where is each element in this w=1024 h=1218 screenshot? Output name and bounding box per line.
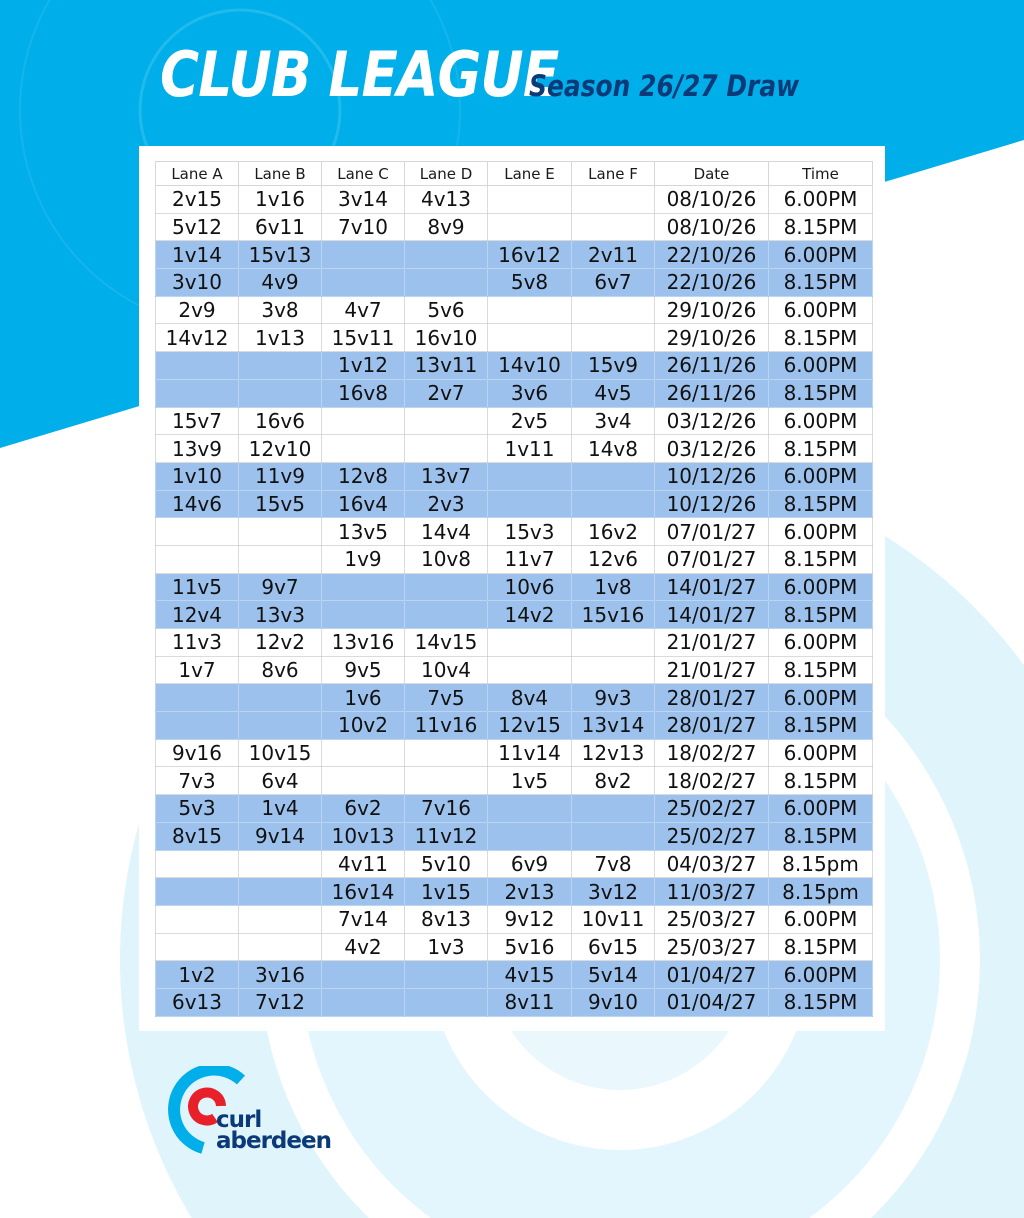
fixture-cell: 3v12: [572, 878, 655, 906]
table-row: [156, 186, 873, 214]
fixture-cell: 9v10: [572, 988, 655, 1016]
fixture-cell: [488, 324, 572, 352]
logo-text-curl: curl: [216, 1107, 262, 1133]
fixture-cell: 9v3: [572, 684, 655, 712]
fixture-cell: 12v2: [239, 629, 322, 657]
time-cell: 6.00PM: [769, 961, 873, 989]
fixture-cell: 8v11: [488, 988, 572, 1016]
fixture-cell: 9v16: [156, 739, 239, 767]
fixture-cell: [322, 269, 405, 297]
fixture-cell: [322, 601, 405, 629]
table-row: [156, 961, 873, 989]
fixture-cell: 12v15: [488, 712, 572, 740]
fixture-cell: 8v15: [156, 822, 239, 850]
fixture-cell: [572, 213, 655, 241]
fixture-cell: 4v9: [239, 269, 322, 297]
fixture-cell: [239, 518, 322, 546]
fixture-cell: [405, 241, 488, 269]
date-cell: 22/10/26: [655, 241, 769, 269]
fixture-cell: [488, 822, 572, 850]
date-cell: 03/12/26: [655, 435, 769, 463]
fixture-cell: 2v5: [488, 407, 572, 435]
time-cell: 8.15PM: [769, 933, 873, 961]
table-row: [156, 324, 873, 352]
fixture-cell: 5v3: [156, 795, 239, 823]
logo-text-aberdeen: aberdeen: [216, 1128, 331, 1154]
fixture-cell: 8v4: [488, 684, 572, 712]
date-cell: 22/10/26: [655, 269, 769, 297]
table-row: [156, 795, 873, 823]
time-cell: 8.15PM: [769, 767, 873, 795]
fixture-cell: 12v6: [572, 545, 655, 573]
date-cell: 01/04/27: [655, 988, 769, 1016]
fixture-cell: [572, 490, 655, 518]
fixture-cell: 14v6: [156, 490, 239, 518]
time-cell: 8.15PM: [769, 490, 873, 518]
fixture-cell: 15v13: [239, 241, 322, 269]
column-header: Lane C: [322, 162, 405, 186]
fixture-cell: [488, 462, 572, 490]
fixture-cell: [322, 961, 405, 989]
fixture-cell: 5v14: [572, 961, 655, 989]
fixture-cell: 1v16: [239, 186, 322, 214]
fixture-cell: [572, 656, 655, 684]
fixture-cell: 4v13: [405, 186, 488, 214]
fixture-cell: 2v9: [156, 296, 239, 324]
fixture-cell: 14v15: [405, 629, 488, 657]
date-cell: 21/01/27: [655, 656, 769, 684]
fixture-cell: [239, 905, 322, 933]
table-row: [156, 352, 873, 380]
fixture-cell: [405, 601, 488, 629]
table-row: [156, 269, 873, 297]
fixture-cell: 6v4: [239, 767, 322, 795]
fixture-cell: 6v13: [156, 988, 239, 1016]
time-cell: 8.15PM: [769, 435, 873, 463]
table-header-row: [156, 162, 873, 186]
date-cell: 08/10/26: [655, 186, 769, 214]
table-row: [156, 739, 873, 767]
fixture-cell: 16v2: [572, 518, 655, 546]
date-cell: 10/12/26: [655, 490, 769, 518]
fixture-cell: 10v6: [488, 573, 572, 601]
fixture-cell: 14v12: [156, 324, 239, 352]
fixture-cell: [488, 213, 572, 241]
fixture-cell: [572, 795, 655, 823]
column-header: Lane B: [239, 162, 322, 186]
time-cell: 8.15PM: [769, 269, 873, 297]
time-cell: 6.00PM: [769, 518, 873, 546]
fixture-cell: 2v15: [156, 186, 239, 214]
fixture-cell: 4v7: [322, 296, 405, 324]
fixture-cell: 16v14: [322, 878, 405, 906]
fixture-cell: 14v4: [405, 518, 488, 546]
fixture-cell: [405, 739, 488, 767]
fixture-cell: 7v14: [322, 905, 405, 933]
time-cell: 6.00PM: [769, 905, 873, 933]
fixture-cell: 1v5: [488, 767, 572, 795]
fixture-cell: [322, 435, 405, 463]
page-subtitle: Season 26/27 Draw: [529, 69, 800, 103]
time-cell: 6.00PM: [769, 407, 873, 435]
table-row: [156, 767, 873, 795]
fixture-cell: 9v12: [488, 905, 572, 933]
fixture-cell: 11v16: [405, 712, 488, 740]
fixture-cell: 13v5: [322, 518, 405, 546]
fixture-cell: 6v9: [488, 850, 572, 878]
date-cell: 29/10/26: [655, 296, 769, 324]
fixture-cell: [488, 490, 572, 518]
fixture-cell: 3v14: [322, 186, 405, 214]
fixture-cell: [156, 933, 239, 961]
fixture-cell: 1v9: [322, 545, 405, 573]
time-cell: 6.00PM: [769, 186, 873, 214]
table-row: [156, 518, 873, 546]
time-cell: 8.15pm: [769, 850, 873, 878]
date-cell: 28/01/27: [655, 684, 769, 712]
fixture-cell: 11v9: [239, 462, 322, 490]
fixture-cell: [488, 656, 572, 684]
fixture-cell: 3v10: [156, 269, 239, 297]
fixture-cell: 6v2: [322, 795, 405, 823]
fixture-cell: 7v5: [405, 684, 488, 712]
table-row: [156, 878, 873, 906]
time-cell: 6.00PM: [769, 352, 873, 380]
fixture-cell: [405, 407, 488, 435]
date-cell: 25/03/27: [655, 905, 769, 933]
table-row: [156, 850, 873, 878]
table-row: [156, 988, 873, 1016]
table-row: [156, 712, 873, 740]
date-cell: 04/03/27: [655, 850, 769, 878]
fixture-cell: 5v6: [405, 296, 488, 324]
table-row: [156, 573, 873, 601]
date-cell: 25/02/27: [655, 822, 769, 850]
time-cell: 6.00PM: [769, 296, 873, 324]
fixture-cell: 9v14: [239, 822, 322, 850]
fixture-cell: 5v10: [405, 850, 488, 878]
date-cell: 07/01/27: [655, 545, 769, 573]
fixture-cell: 1v6: [322, 684, 405, 712]
date-cell: 10/12/26: [655, 462, 769, 490]
fixture-cell: 1v3: [405, 933, 488, 961]
fixture-cell: 5v16: [488, 933, 572, 961]
date-cell: 26/11/26: [655, 352, 769, 380]
fixture-cell: [488, 296, 572, 324]
fixture-cell: 3v16: [239, 961, 322, 989]
fixture-cell: 15v9: [572, 352, 655, 380]
time-cell: 6.00PM: [769, 241, 873, 269]
column-header: Lane D: [405, 162, 488, 186]
fixture-cell: [239, 379, 322, 407]
fixture-cell: 7v3: [156, 767, 239, 795]
fixture-cell: 7v10: [322, 213, 405, 241]
time-cell: 8.15PM: [769, 656, 873, 684]
fixture-cell: [405, 435, 488, 463]
fixture-cell: [156, 545, 239, 573]
fixture-cell: [156, 352, 239, 380]
fixture-cell: 8v6: [239, 656, 322, 684]
fixture-cell: [572, 296, 655, 324]
table-row: [156, 379, 873, 407]
fixture-cell: 15v16: [572, 601, 655, 629]
date-cell: 18/02/27: [655, 739, 769, 767]
fixture-cell: 13v16: [322, 629, 405, 657]
date-cell: 07/01/27: [655, 518, 769, 546]
fixture-cell: 1v12: [322, 352, 405, 380]
fixture-cell: 12v8: [322, 462, 405, 490]
fixture-cell: 13v9: [156, 435, 239, 463]
header: [160, 38, 843, 111]
fixture-cell: 14v10: [488, 352, 572, 380]
date-cell: 28/01/27: [655, 712, 769, 740]
fixture-cell: 13v11: [405, 352, 488, 380]
fixture-cell: 7v12: [239, 988, 322, 1016]
time-cell: 6.00PM: [769, 684, 873, 712]
fixture-cell: 1v15: [405, 878, 488, 906]
fixture-cell: [156, 712, 239, 740]
fixture-cell: 1v7: [156, 656, 239, 684]
fixture-cell: 2v13: [488, 878, 572, 906]
time-cell: 6.00PM: [769, 629, 873, 657]
date-cell: 01/04/27: [655, 961, 769, 989]
fixture-cell: 3v6: [488, 379, 572, 407]
fixture-cell: [239, 933, 322, 961]
fixture-cell: 2v11: [572, 241, 655, 269]
table-row: [156, 629, 873, 657]
time-cell: 8.15pm: [769, 878, 873, 906]
fixture-cell: 8v9: [405, 213, 488, 241]
fixture-cell: 6v7: [572, 269, 655, 297]
fixture-cell: 10v2: [322, 712, 405, 740]
time-cell: 6.00PM: [769, 573, 873, 601]
fixture-cell: 10v11: [572, 905, 655, 933]
date-cell: 25/02/27: [655, 795, 769, 823]
fixture-cell: [488, 795, 572, 823]
fixture-cell: [322, 988, 405, 1016]
fixture-cell: 16v6: [239, 407, 322, 435]
table-row: [156, 435, 873, 463]
fixture-cell: [322, 739, 405, 767]
date-cell: 29/10/26: [655, 324, 769, 352]
date-cell: 25/03/27: [655, 933, 769, 961]
fixture-cell: 10v4: [405, 656, 488, 684]
date-cell: 08/10/26: [655, 213, 769, 241]
fixture-cell: [405, 961, 488, 989]
table-row: [156, 241, 873, 269]
fixture-cell: 10v15: [239, 739, 322, 767]
table-row: [156, 905, 873, 933]
column-header: Lane F: [572, 162, 655, 186]
table-row: [156, 822, 873, 850]
time-cell: 8.15PM: [769, 988, 873, 1016]
fixture-cell: 1v2: [156, 961, 239, 989]
fixture-cell: 14v8: [572, 435, 655, 463]
fixture-cell: 11v7: [488, 545, 572, 573]
fixture-cell: [239, 352, 322, 380]
fixture-cell: 7v8: [572, 850, 655, 878]
fixture-cell: 8v2: [572, 767, 655, 795]
fixture-cell: 12v4: [156, 601, 239, 629]
fixture-cell: 1v14: [156, 241, 239, 269]
date-cell: 11/03/27: [655, 878, 769, 906]
time-cell: 8.15PM: [769, 379, 873, 407]
fixture-cell: 11v14: [488, 739, 572, 767]
time-cell: 6.00PM: [769, 795, 873, 823]
fixture-cell: 15v11: [322, 324, 405, 352]
fixture-cell: 1v11: [488, 435, 572, 463]
fixture-cell: 10v8: [405, 545, 488, 573]
date-cell: 03/12/26: [655, 407, 769, 435]
fixture-cell: 13v3: [239, 601, 322, 629]
fixture-cell: 1v13: [239, 324, 322, 352]
fixture-cell: [156, 878, 239, 906]
fixture-cell: 12v13: [572, 739, 655, 767]
fixture-cell: 11v12: [405, 822, 488, 850]
fixture-cell: 16v10: [405, 324, 488, 352]
fixture-cell: 1v8: [572, 573, 655, 601]
page-title: CLUB LEAGUE: [160, 38, 559, 111]
time-cell: 8.15PM: [769, 324, 873, 352]
fixture-cell: 5v8: [488, 269, 572, 297]
time-cell: 8.15PM: [769, 213, 873, 241]
fixture-cell: 13v14: [572, 712, 655, 740]
table-row: [156, 545, 873, 573]
date-cell: 14/01/27: [655, 601, 769, 629]
fixture-cell: [239, 878, 322, 906]
fixture-cell: 14v2: [488, 601, 572, 629]
date-cell: 14/01/27: [655, 573, 769, 601]
fixture-cell: 8v13: [405, 905, 488, 933]
fixture-cell: [322, 573, 405, 601]
date-cell: 26/11/26: [655, 379, 769, 407]
fixture-cell: 4v11: [322, 850, 405, 878]
table-row: [156, 213, 873, 241]
table-row: [156, 933, 873, 961]
column-header: Lane E: [488, 162, 572, 186]
fixture-cell: [322, 767, 405, 795]
fixture-cell: 11v3: [156, 629, 239, 657]
time-cell: 8.15PM: [769, 712, 873, 740]
fixture-cell: [322, 241, 405, 269]
fixture-cell: 2v3: [405, 490, 488, 518]
time-cell: 8.15PM: [769, 545, 873, 573]
fixture-cell: [572, 186, 655, 214]
fixture-cell: 12v10: [239, 435, 322, 463]
fixture-cell: [156, 684, 239, 712]
fixture-cell: 10v13: [322, 822, 405, 850]
fixture-cell: 1v10: [156, 462, 239, 490]
fixture-cell: [156, 518, 239, 546]
fixture-cell: [405, 988, 488, 1016]
fixture-cell: 4v15: [488, 961, 572, 989]
fixture-cell: 15v5: [239, 490, 322, 518]
fixture-cell: [322, 407, 405, 435]
fixture-cell: 15v7: [156, 407, 239, 435]
table-row: [156, 601, 873, 629]
fixture-cell: [156, 379, 239, 407]
table-row: [156, 656, 873, 684]
fixture-cell: [405, 269, 488, 297]
fixture-cell: [239, 684, 322, 712]
column-header: Time: [769, 162, 873, 186]
fixture-cell: 4v5: [572, 379, 655, 407]
fixture-cell: 9v5: [322, 656, 405, 684]
table-row: [156, 296, 873, 324]
fixture-cell: [488, 629, 572, 657]
fixture-cell: [572, 629, 655, 657]
table-body: [156, 186, 873, 1017]
fixture-cell: [239, 712, 322, 740]
fixture-cell: [405, 767, 488, 795]
fixture-cell: 3v4: [572, 407, 655, 435]
date-cell: 21/01/27: [655, 629, 769, 657]
fixture-cell: [405, 573, 488, 601]
fixture-cell: 6v15: [572, 933, 655, 961]
fixture-cell: 4v2: [322, 933, 405, 961]
fixture-cell: 16v4: [322, 490, 405, 518]
fixture-cell: 5v12: [156, 213, 239, 241]
column-header: Date: [655, 162, 769, 186]
fixture-cell: 2v7: [405, 379, 488, 407]
fixture-cell: 6v11: [239, 213, 322, 241]
time-cell: 8.15PM: [769, 822, 873, 850]
fixture-cell: 13v7: [405, 462, 488, 490]
fixture-cell: 9v7: [239, 573, 322, 601]
time-cell: 6.00PM: [769, 462, 873, 490]
time-cell: 6.00PM: [769, 739, 873, 767]
table-row: [156, 407, 873, 435]
table-row: [156, 684, 873, 712]
draw-table: [155, 161, 873, 1017]
fixture-cell: [572, 324, 655, 352]
fixture-cell: [488, 186, 572, 214]
fixture-cell: 1v4: [239, 795, 322, 823]
fixture-cell: 3v8: [239, 296, 322, 324]
fixture-cell: [572, 822, 655, 850]
fixture-cell: [156, 850, 239, 878]
table-row: [156, 490, 873, 518]
fixture-cell: 16v12: [488, 241, 572, 269]
fixture-cell: 15v3: [488, 518, 572, 546]
fixture-cell: 7v16: [405, 795, 488, 823]
fixture-cell: [239, 850, 322, 878]
fixture-cell: 16v8: [322, 379, 405, 407]
fixture-cell: [572, 462, 655, 490]
column-header: Lane A: [156, 162, 239, 186]
fixture-cell: [156, 905, 239, 933]
time-cell: 8.15PM: [769, 601, 873, 629]
fixture-cell: 11v5: [156, 573, 239, 601]
table-row: [156, 462, 873, 490]
fixture-cell: [239, 545, 322, 573]
date-cell: 18/02/27: [655, 767, 769, 795]
